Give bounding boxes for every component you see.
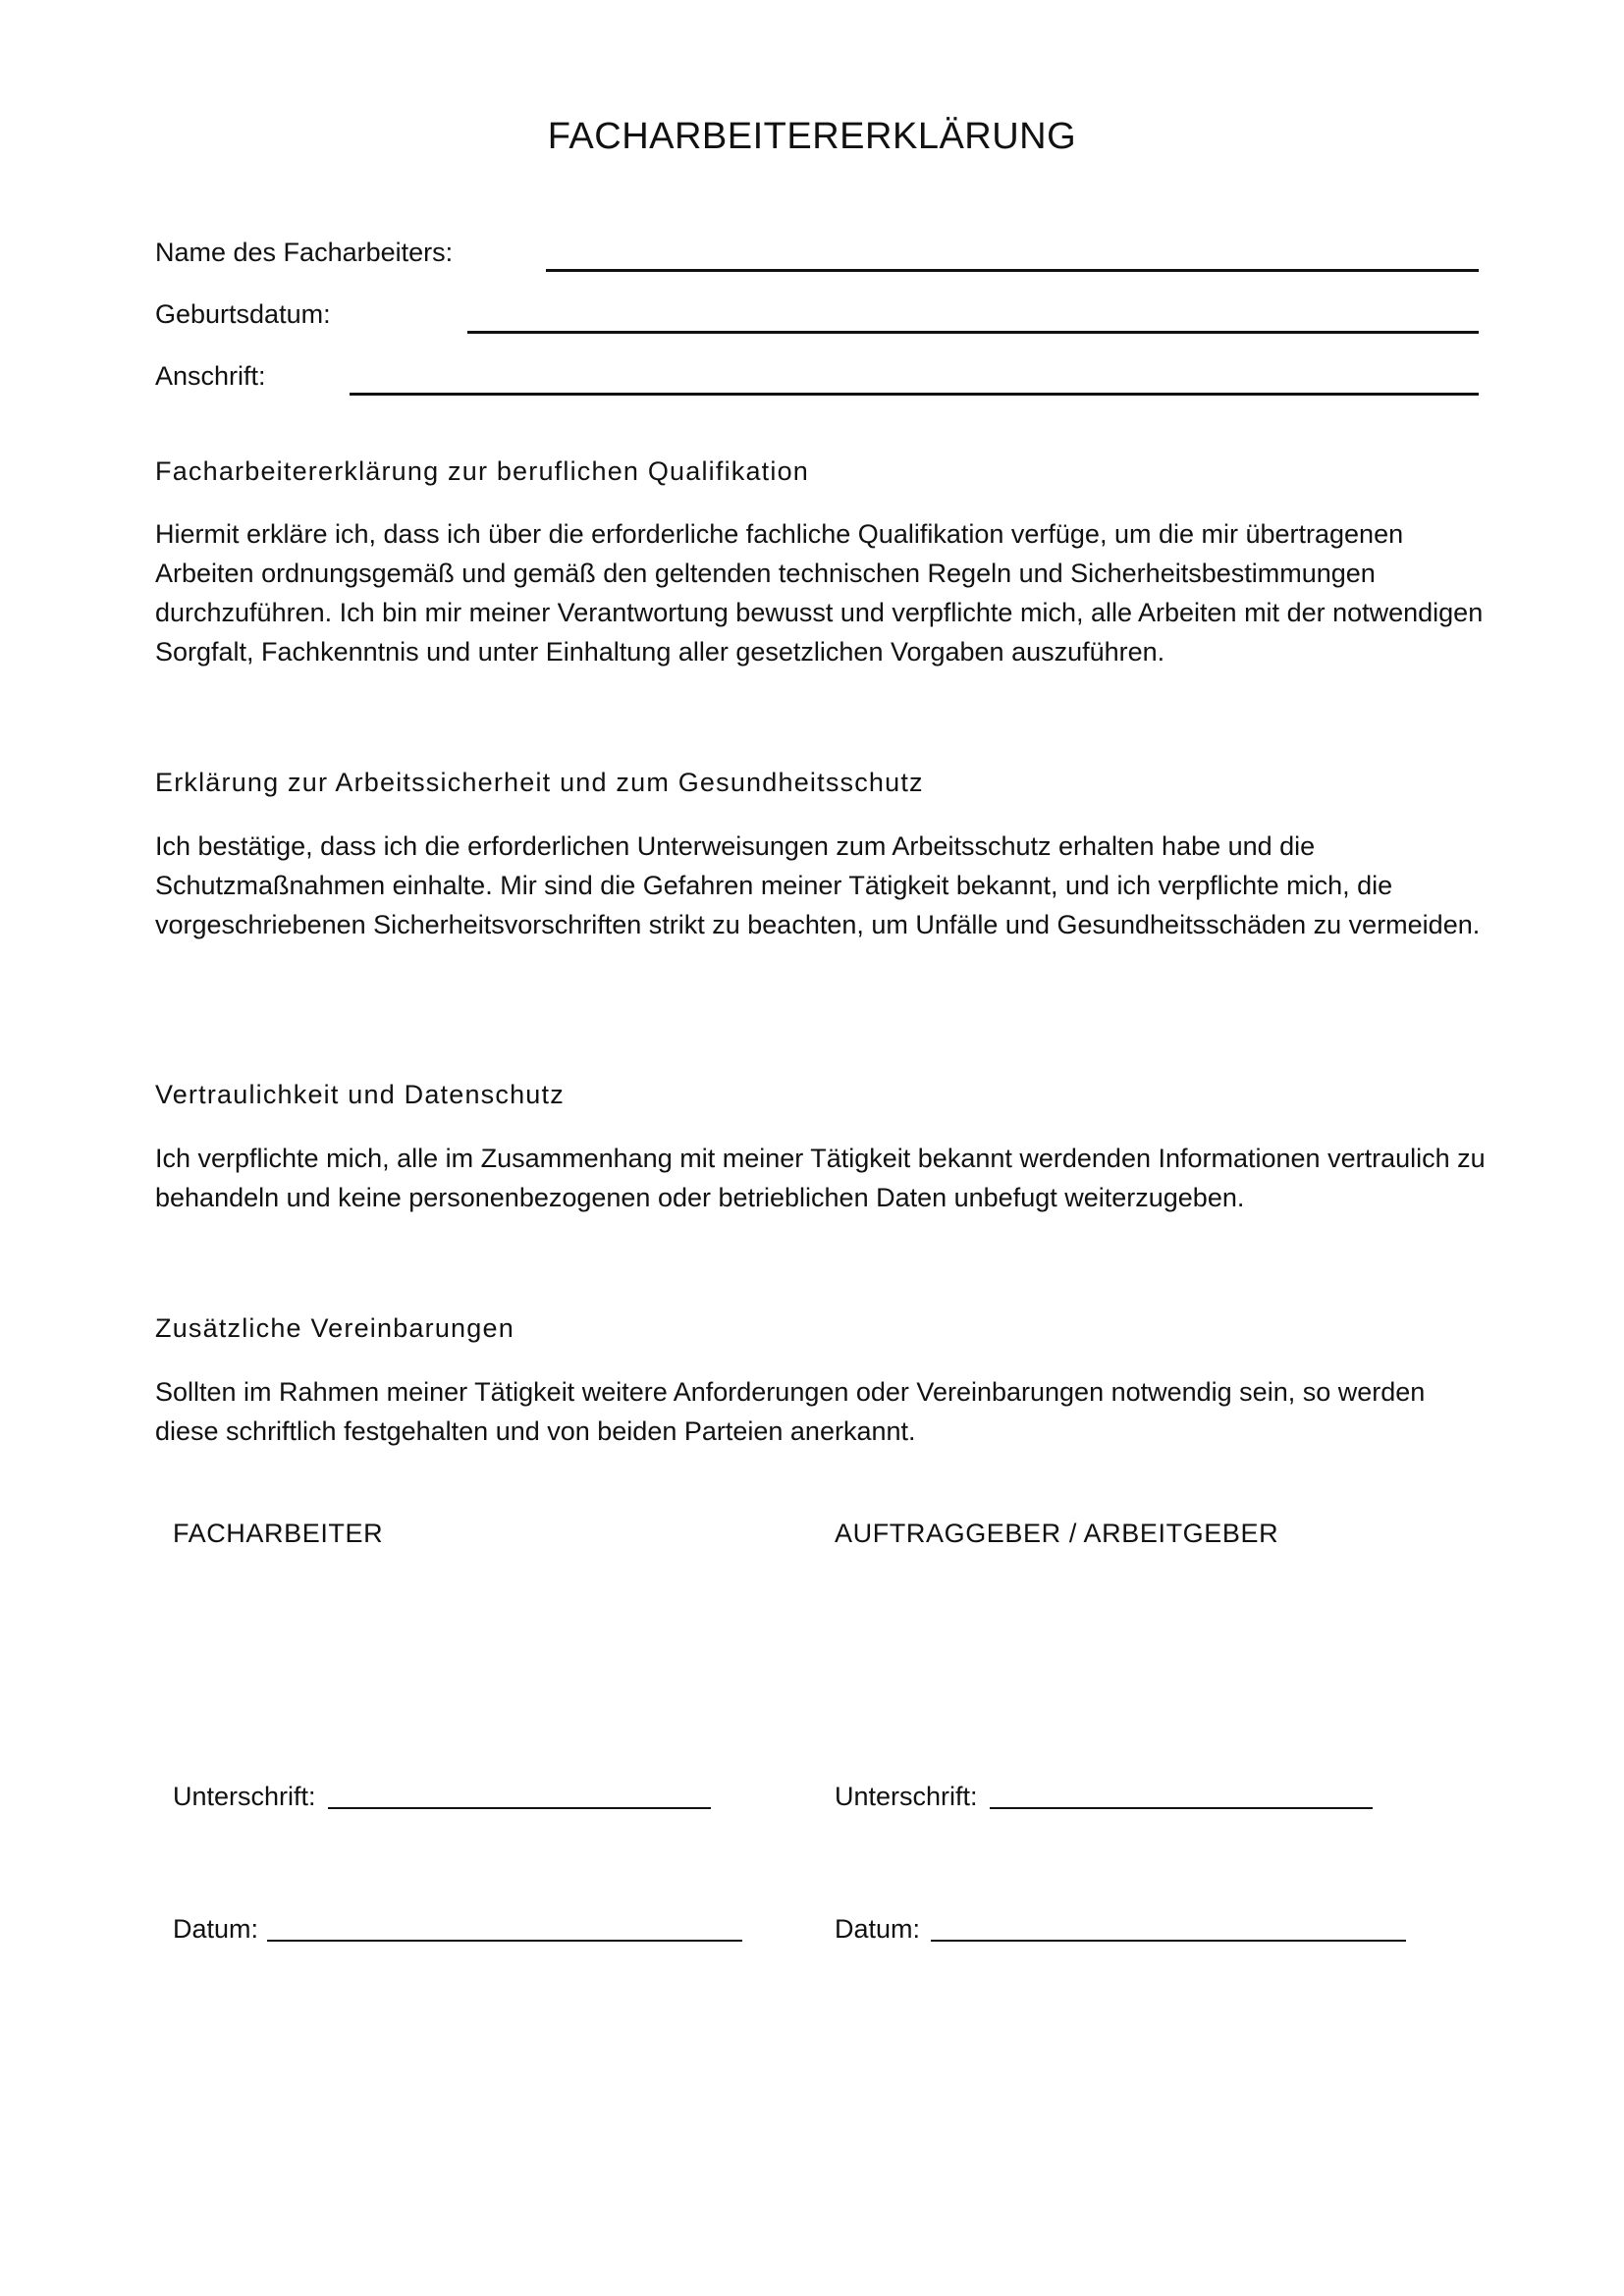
birthdate-field-line[interactable]	[467, 331, 1479, 334]
signature-line-left[interactable]	[328, 1807, 711, 1809]
birthdate-label: Geburtsdatum:	[155, 299, 331, 329]
name-label: Name des Facharbeiters:	[155, 238, 454, 267]
section-heading-qualification: Facharbeitererklärung zur beruflichen Qualifikation	[155, 456, 810, 486]
date-line-right[interactable]	[931, 1940, 1406, 1942]
party-auftraggeber: AUFTRAGGEBER / ARBEITGEBER	[835, 1519, 1279, 1548]
section-body-safety: Ich bestätige, dass ich die erforderlichen Unterweisungen zum Arbeitsschutz erhalten habe und die Schutzmaßnahmen einhalte. Mir sind die Gefahren meiner Tätigkeit bekannt, und ich verpflichte mich, die vorgeschriebenen Sicherheitsvorschriften strikt zu beachten, um Unfälle und Gesundheitsschäden zu vermeiden.	[155, 831, 1481, 939]
party-facharbeiter: FACHARBEITER	[173, 1519, 384, 1548]
section-body-qualification: Hiermit erkläre ich, dass ich über die erforderliche fachliche Qualifikation verfüge, um die mir übertragenen Arbeiten ordnungsgemäß und gemäß den geltenden technischen Regeln und Sicherheitsbestimmungen durchzuführen. Ich bin mir meiner Verantwortung bewusst und verpflichte mich, alle Arbeiten mit der notwendigen Sorgfalt, Fachkenntnis und unter Einhaltung aller gesetzlichen Vorgaben auszuführen.	[155, 519, 1484, 667]
address-field-line[interactable]	[350, 393, 1479, 396]
name-field-line[interactable]	[546, 269, 1479, 272]
signature-label-right: Unterschrift:	[835, 1782, 978, 1811]
date-label-left: Datum:	[173, 1914, 259, 1944]
section-heading-agreements: Zusätzliche Vereinbarungen	[155, 1313, 514, 1343]
section-heading-privacy: Vertraulichkeit und Datenschutz	[155, 1080, 565, 1109]
signature-line-right[interactable]	[990, 1807, 1373, 1809]
section-heading-safety: Erklärung zur Arbeitssicherheit und zum Gesundheitsschutz	[155, 768, 924, 797]
section-body-privacy: Ich verpflichte mich, alle im Zusammenhang mit meiner Tätigkeit bekannt werdenden Informationen vertraulich zu behandeln und keine personenbezogenen oder betrieblichen Daten unbefugt weiterzugeben.	[155, 1144, 1486, 1212]
signature-label-left: Unterschrift:	[173, 1782, 316, 1811]
section-body-agreements: Sollten im Rahmen meiner Tätigkeit weitere Anforderungen oder Vereinbarungen notwendig sein, so werden diese schriftlich festgehalten und von beiden Parteien anerkannt.	[155, 1377, 1426, 1446]
date-label-right: Datum:	[835, 1914, 921, 1944]
date-line-left[interactable]	[267, 1940, 742, 1942]
document-title: FACHARBEITERERKLÄRUNG	[547, 116, 1077, 157]
address-label: Anschrift:	[155, 361, 266, 391]
